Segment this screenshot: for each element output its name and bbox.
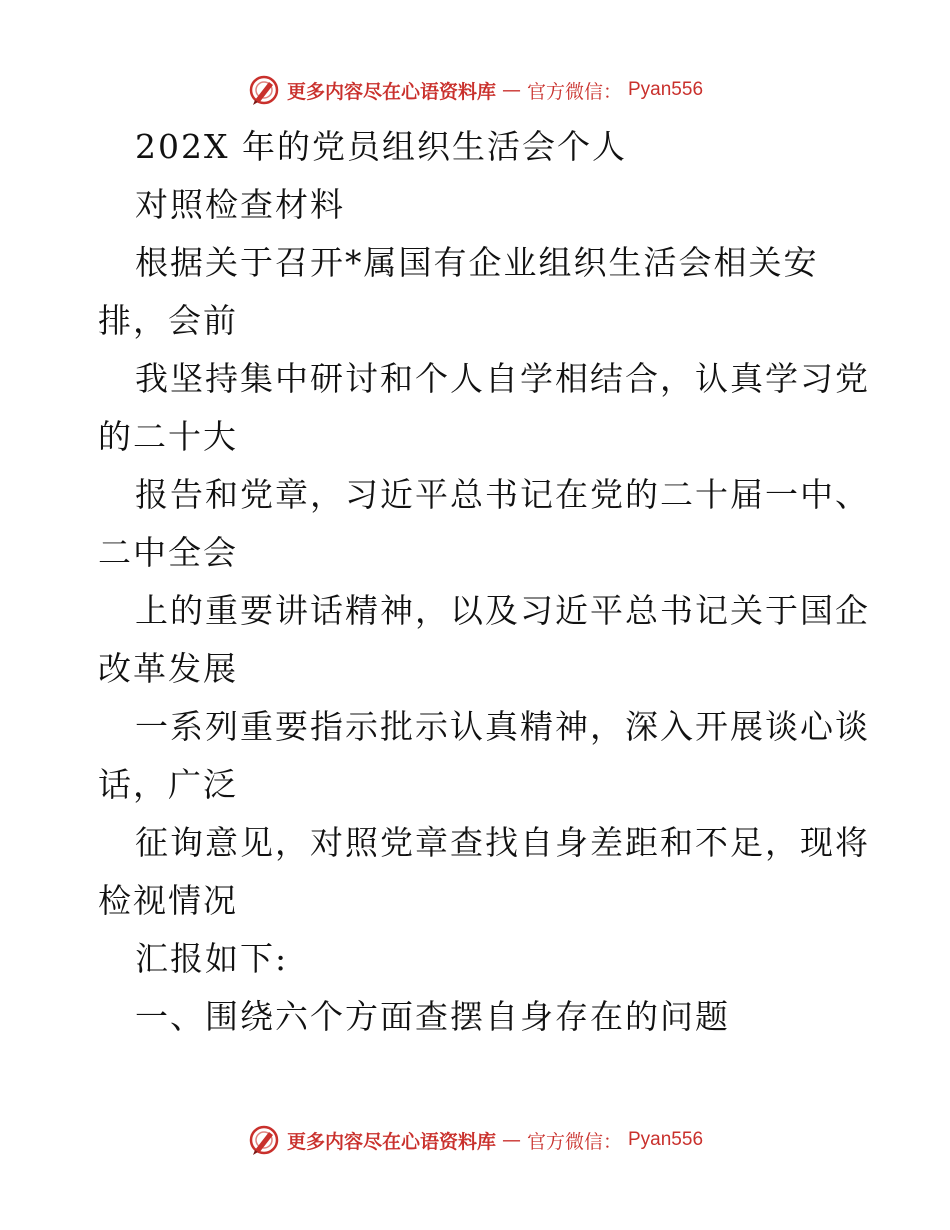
watermark-wechat-label: 官方微信： [526, 1130, 622, 1153]
doc-paragraph-line: 排，会前 [98, 301, 238, 340]
doc-paragraph-line: 我坚持集中研讨和个人自学相结合，认真学习党 [135, 359, 870, 398]
watermark-separator: — [501, 1129, 521, 1151]
watermark-wechat-id: Pyan556 [628, 1129, 704, 1150]
doc-paragraph-line: 上的重要讲话精神，以及习近平总书记关于国企 [135, 591, 870, 630]
doc-paragraph-line: 话，广泛 [98, 765, 238, 804]
header-watermark [0, 70, 950, 110]
doc-title-line-2: 对照检查材料 [135, 185, 345, 224]
watermark-main-text: 更多内容尽在心语资料库 [286, 1130, 496, 1153]
doc-paragraph-line: 根据关于召开*属国有企业组织生活会相关安 [135, 243, 819, 282]
doc-paragraph-line: 改革发展 [98, 649, 238, 688]
footer-watermark [0, 1120, 950, 1160]
doc-paragraph-line: 的二十大 [98, 417, 238, 456]
doc-paragraph-line: 二中全会 [98, 533, 238, 572]
pen-logo-icon [247, 73, 281, 107]
doc-paragraph-line: 检视情况 [98, 881, 238, 920]
pen-logo-icon [247, 1123, 281, 1157]
doc-title-line-1: 202X 年的党员组织生活会个人 [135, 127, 627, 166]
doc-paragraph-line: 一系列重要指示批示认真精神，深入开展谈心谈 [135, 707, 870, 746]
watermark-separator: — [501, 79, 521, 101]
doc-paragraph-line: 征询意见，对照党章查找自身差距和不足，现将 [135, 823, 870, 862]
doc-paragraph-line: 报告和党章，习近平总书记在党的二十届一中、 [135, 475, 870, 514]
watermark-wechat-label: 官方微信： [526, 80, 622, 103]
doc-section-heading: 一、围绕六个方面查摆自身存在的问题 [135, 997, 730, 1036]
watermark-main-text: 更多内容尽在心语资料库 [286, 80, 496, 103]
doc-paragraph-line: 汇报如下: [135, 939, 289, 978]
watermark-wechat-id: Pyan556 [628, 79, 704, 100]
